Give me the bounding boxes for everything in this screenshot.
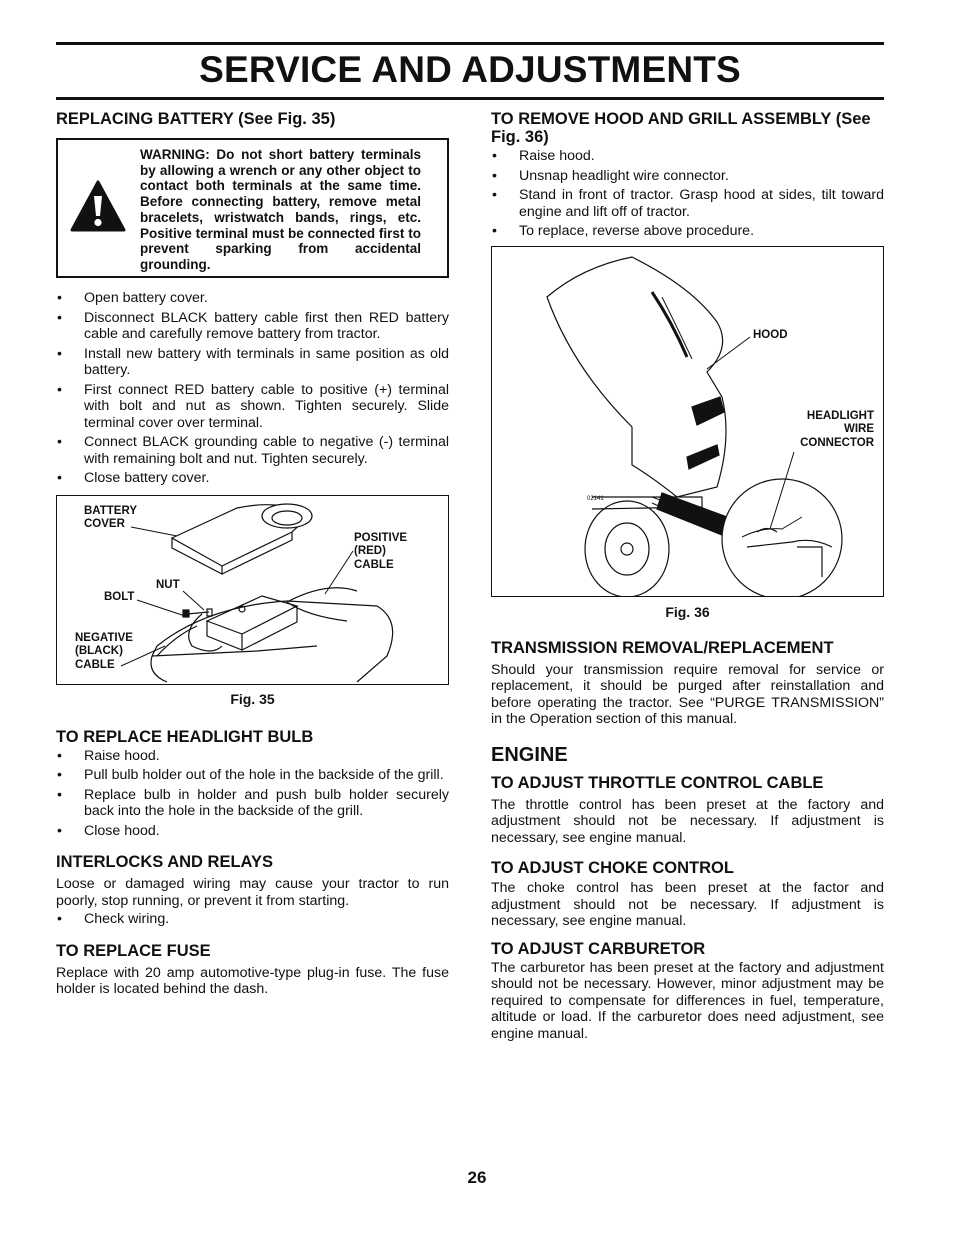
battery-steps xyxy=(56,290,449,487)
label-nut: NUT xyxy=(156,578,180,591)
fuse-heading: TO REPLACE FUSE xyxy=(56,941,211,960)
label-hood: HOOD xyxy=(753,328,788,341)
list-item: • Raise hood. xyxy=(56,748,449,765)
figure-36-caption: Fig. 36 xyxy=(665,603,710,620)
interlocks-steps xyxy=(56,911,449,928)
hood-heading: TO REMOVE HOOD AND GRILL ASSEMBLY (See Fig. 36) xyxy=(491,110,871,146)
label-bolt: BOLT xyxy=(104,590,135,603)
right-column xyxy=(491,110,884,1042)
list-item: • Check wiring. xyxy=(56,911,449,928)
list-item: • First connect RED battery cable to positive (+) terminal with bolt and nut as shown. Tighten securely. Slide terminal cover over terminal. xyxy=(56,382,449,432)
label-headlight-connector: HEADLIGHT WIRE CONNECTOR xyxy=(800,409,874,449)
carburetor-text: The carburetor has been preset at the factory and adjustment should not be necessary. However, minor adjustment may be required to compensate for differences in fuel, temperature, altitude or load. If the carburetor does need adjustment, see engine manual. xyxy=(491,959,884,1042)
headlight-heading: TO REPLACE HEADLIGHT BULB xyxy=(56,727,314,746)
hood-steps xyxy=(491,148,884,240)
list-item: • Install new battery with terminals in same position as old battery. xyxy=(56,346,449,379)
label-battery-cover: BATTERY COVER xyxy=(84,504,137,530)
label-positive-cable: POSITIVE (RED) CABLE xyxy=(354,531,408,571)
list-item: • Close hood. xyxy=(56,823,449,840)
fuse-text: Replace with 20 amp automotive-type plug-in fuse. The fuse holder is located behind the dash. xyxy=(56,964,449,997)
warning-text: WARNING: Do not short battery terminals by allowing a wrench or any other object to contact both terminals at the same time. Before connecting battery, remove metal bracelets, wristwatch bands, rings, etc. Positive terminal must be connected first to prevent sparking from accidental grounding. xyxy=(140,147,421,272)
page-number: 26 xyxy=(467,1168,487,1187)
figure-35-caption: Fig. 35 xyxy=(230,690,275,707)
list-item: • Disconnect BLACK battery cable first then RED battery cable and carefully remove battery from tractor. xyxy=(56,310,449,343)
page-title: SERVICE AND ADJUSTMENTS xyxy=(199,49,741,90)
figure-36 xyxy=(491,246,884,597)
interlocks-heading: INTERLOCKS AND RELAYS xyxy=(56,853,273,871)
carburetor-heading: TO ADJUST CARBURETOR xyxy=(491,939,706,958)
figure-35 xyxy=(56,495,449,685)
list-item: • Stand in front of tractor. Grasp hood at sides, tilt toward engine and lift off of tractor. xyxy=(491,187,884,220)
list-item: • Pull bulb holder out of the hole in the backside of the grill. xyxy=(56,767,449,784)
list-item: • Connect BLACK grounding cable to negative (-) terminal with remaining bolt and nut. Tighten securely. xyxy=(56,434,449,467)
transmission-heading: TRANSMISSION REMOVAL/REPLACEMENT xyxy=(491,638,834,657)
list-item: • Raise hood. xyxy=(491,148,884,165)
throttle-text: The throttle control has been preset at the factory and adjustment should not be necessary. If adjustment is necessary, see engine manual. xyxy=(491,796,884,846)
list-item: • To replace, reverse above procedure. xyxy=(491,223,884,240)
interlocks-text: Loose or damaged wiring may cause your tractor to run poorly, stop running, or prevent it from starting. xyxy=(56,876,449,909)
left-column xyxy=(56,110,449,998)
headlight-steps xyxy=(56,748,449,840)
list-item: • Replace bulb in holder and push bulb holder securely back into the hole in the backside of the grill. xyxy=(56,787,449,820)
choke-heading: TO ADJUST CHOKE CONTROL xyxy=(491,859,734,877)
transmission-text: Should your transmission require removal for service or replacement, it should be purged after reinstallation and before operating the tractor. See “PURGE TRANSMISSION” in the Operation section of this manual. xyxy=(491,661,884,727)
throttle-heading: TO ADJUST THROTTLE CONTROL CABLE xyxy=(491,773,824,792)
list-item: • Close battery cover. xyxy=(56,470,449,487)
list-item: • Unsnap headlight wire connector. xyxy=(491,168,884,185)
title-rule xyxy=(56,97,884,100)
label-negative-cable: NEGATIVE (BLACK) CABLE xyxy=(75,631,133,671)
warning-box xyxy=(56,138,449,278)
battery-heading: REPLACING BATTERY (See Fig. 35) xyxy=(56,110,336,128)
warning-triangle-icon xyxy=(70,180,126,232)
engine-heading: ENGINE xyxy=(491,743,568,766)
label-part-number: 02141 xyxy=(587,495,604,502)
top-rule xyxy=(56,42,884,45)
choke-text: The choke control has been preset at the factor and adjustment should not be necessary. If adjustment is necessary, see engine manual. xyxy=(491,880,884,929)
list-item: • Open battery cover. xyxy=(56,290,449,307)
